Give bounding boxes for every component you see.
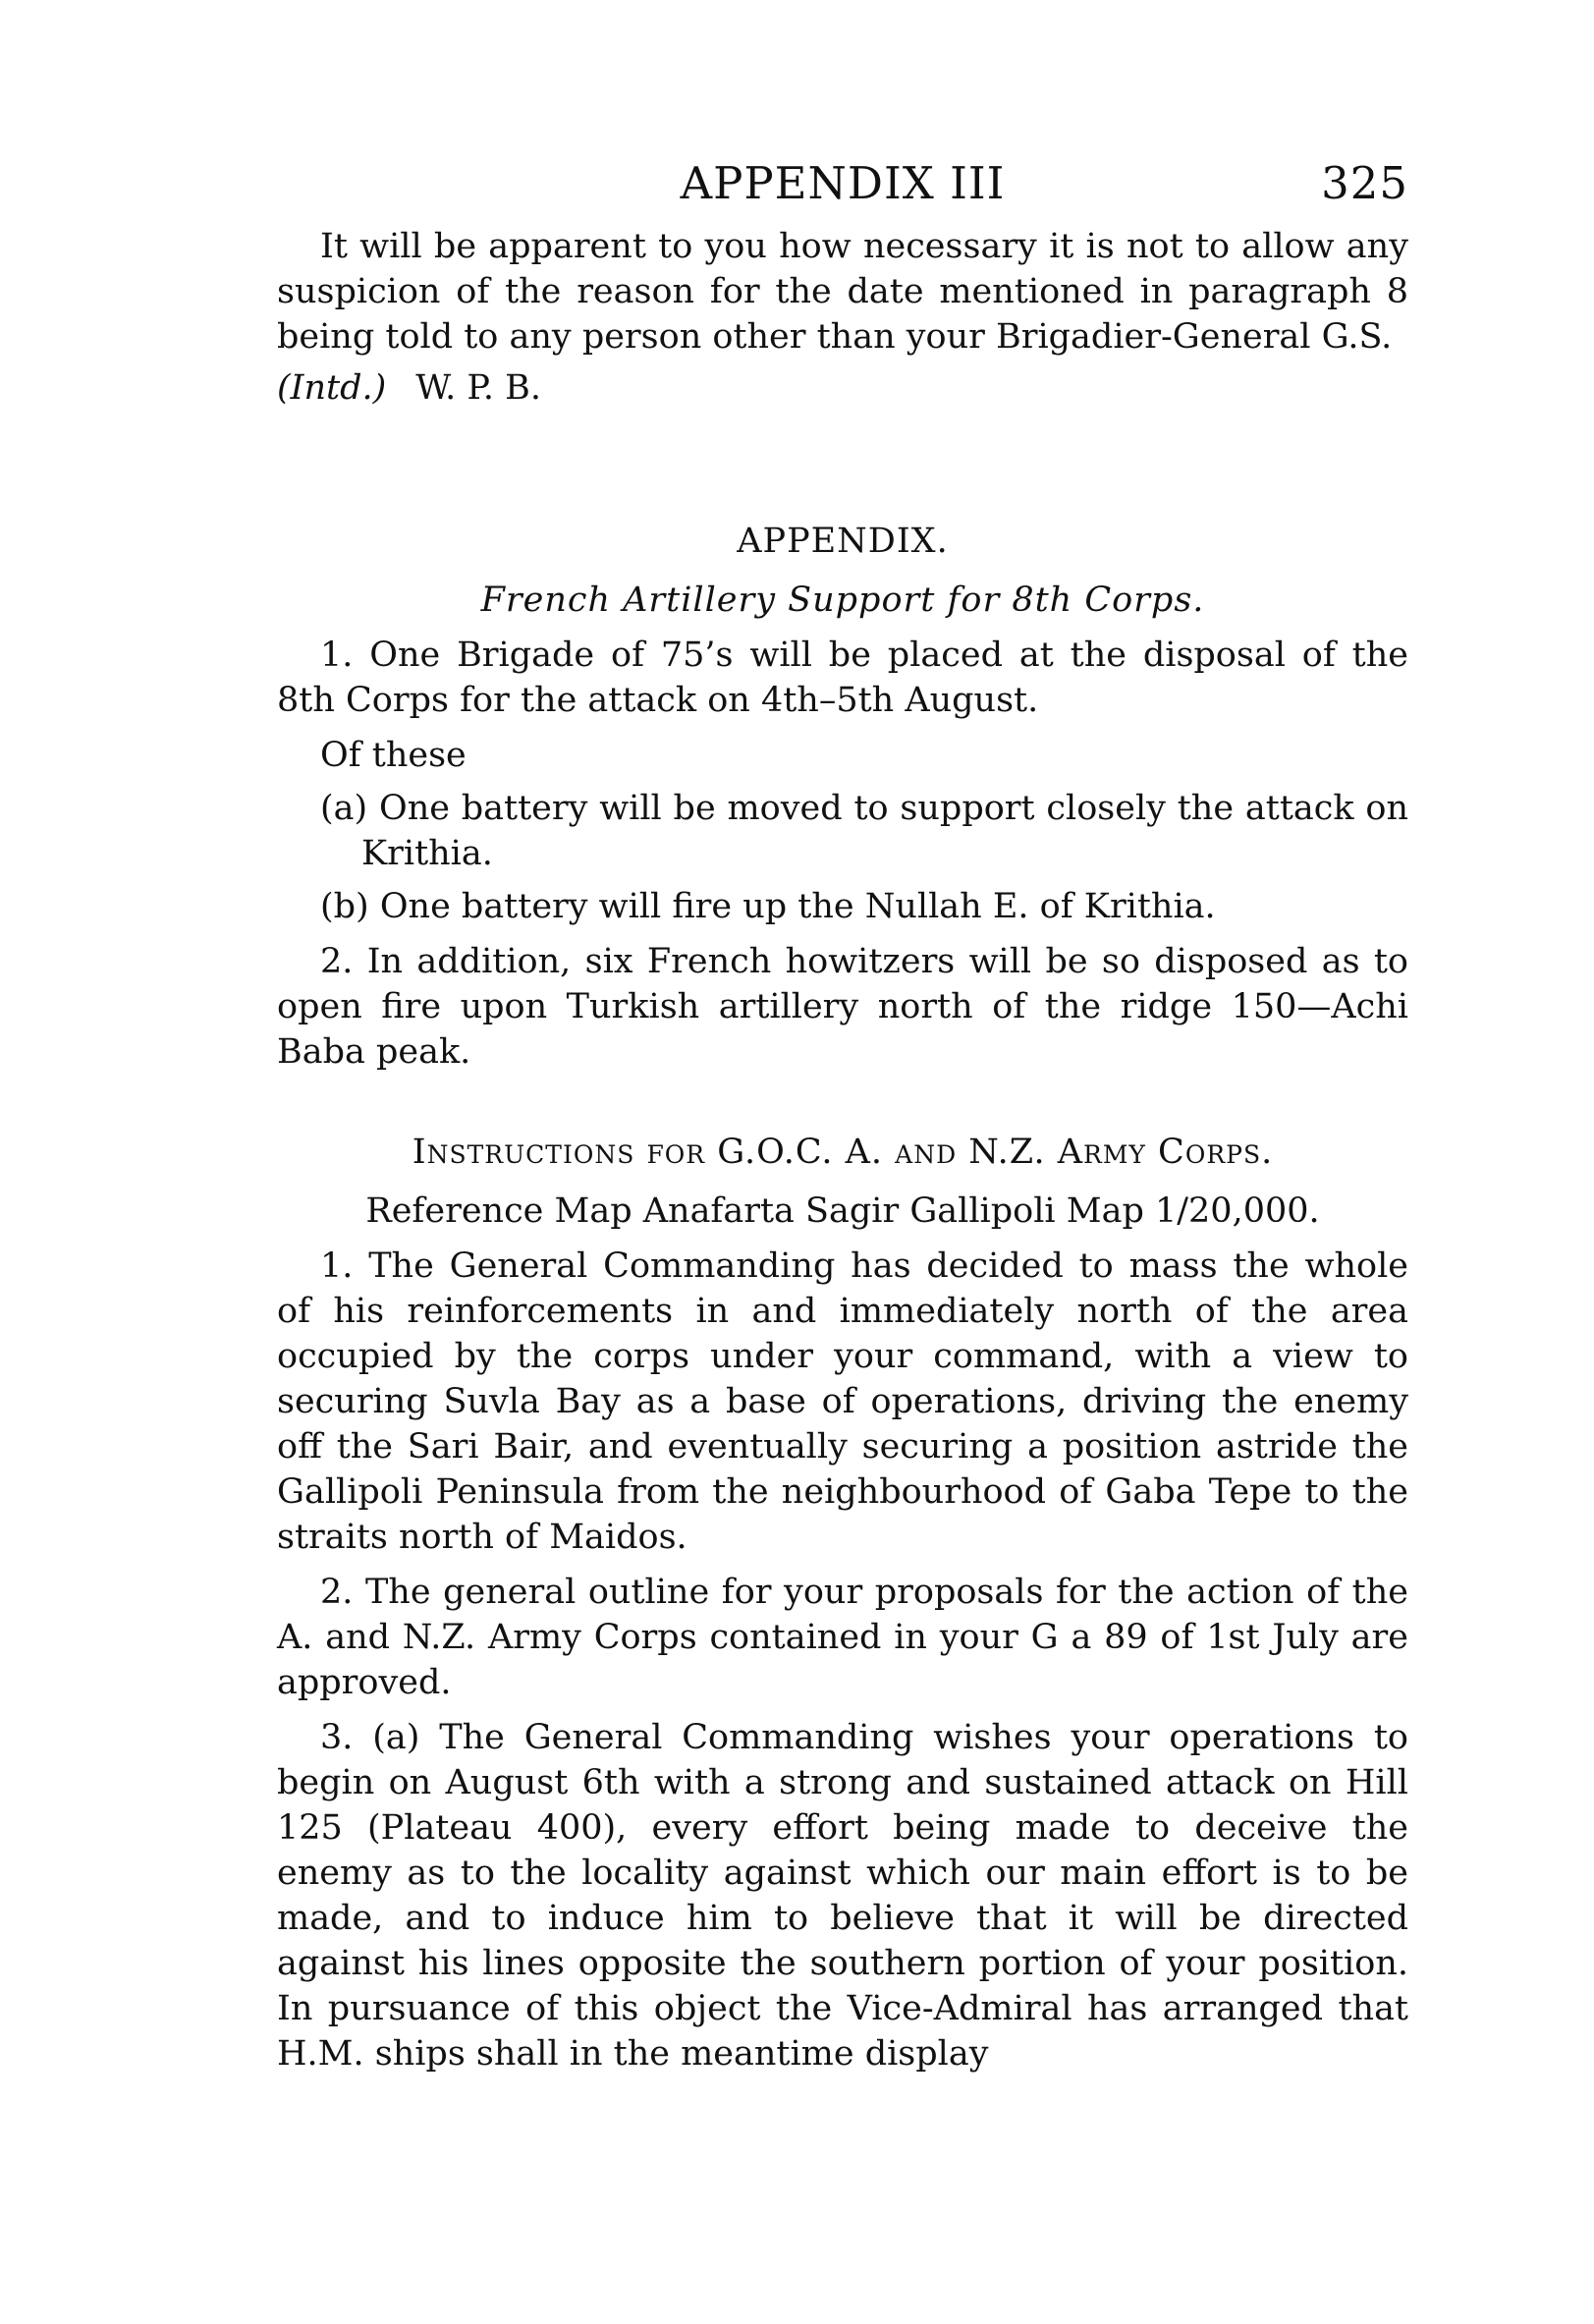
reference-map-line: Reference Map Anafarta Sagir Gallipoli Map 1/20,000. xyxy=(365,1191,1320,1231)
initials-line xyxy=(277,365,1408,411)
instructions-heading: Instructions for G.O.C. A. and N.Z. Army Corps. xyxy=(412,1133,1274,1172)
initials-prefix: (Intd.) xyxy=(277,368,387,408)
appendix-paragraph-2: 2. In addition, six French howitzers will be so disposed as to open fire upon Turkish artillery north of the ridge 150—Achi Baba peak. xyxy=(277,942,1408,1072)
instructions-paragraph-1: 1. The General Commanding has decided to mass the whole of his reinforcements in and immediately north of the area occupied by the corps under your command, with a view to securing Suvla Bay as a base of operations, driving the enemy off the Sari Bair, and eventually securing a position astride the Gallipoli Peninsula from the neighbourhood of Gaba Tepe to the straits north of Maidos. xyxy=(277,1246,1408,1557)
initials-signature: W. P. B. xyxy=(415,368,541,408)
appendix-paragraph-1: 1. One Brigade of 75’s will be placed at the disposal of the 8th Corps for the attack on 4th–5th August. xyxy=(277,636,1408,720)
appendix-heading: APPENDIX. xyxy=(737,522,949,561)
appendix-subheading: French Artillery Support for 8th Corps. xyxy=(480,581,1205,620)
book-page xyxy=(277,157,1408,2076)
running-title: APPENDIX III xyxy=(680,157,1006,209)
appendix-of-these: Of these xyxy=(320,736,467,775)
running-head xyxy=(277,157,1408,216)
intro-paragraph: It will be apparent to you how necessary it is not to allow any suspicion of the reason for the date mentioned in paragraph 8 being told to any person other than your Brigadier-General G.S. xyxy=(277,227,1408,357)
appendix-item-b: (b) One battery will fire up the Nullah E. of Krithia. xyxy=(320,887,1216,926)
instructions-paragraph-2: 2. The general outline for your proposals for the action of the A. and N.Z. Army Corps contained in your G a 89 of 1st July are approved. xyxy=(277,1573,1408,1702)
instructions-paragraph-3: 3. (a) The General Commanding wishes your operations to begin on August 6th with a strong and sustained attack on Hill 125 (Plateau 400), every effort being made to deceive the enemy as to the locality against which our main effort is to be made, and to induce him to believe that it will be directed against his lines opposite the southern portion of your position. In pursuance of this object the Vice-Admiral has arranged that H.M. ships shall in the meantime display xyxy=(277,1718,1408,2074)
page-number: 325 xyxy=(1321,157,1408,209)
appendix-item-a: (a) One battery will be moved to support closely the attack on Krithia. xyxy=(320,789,1408,873)
